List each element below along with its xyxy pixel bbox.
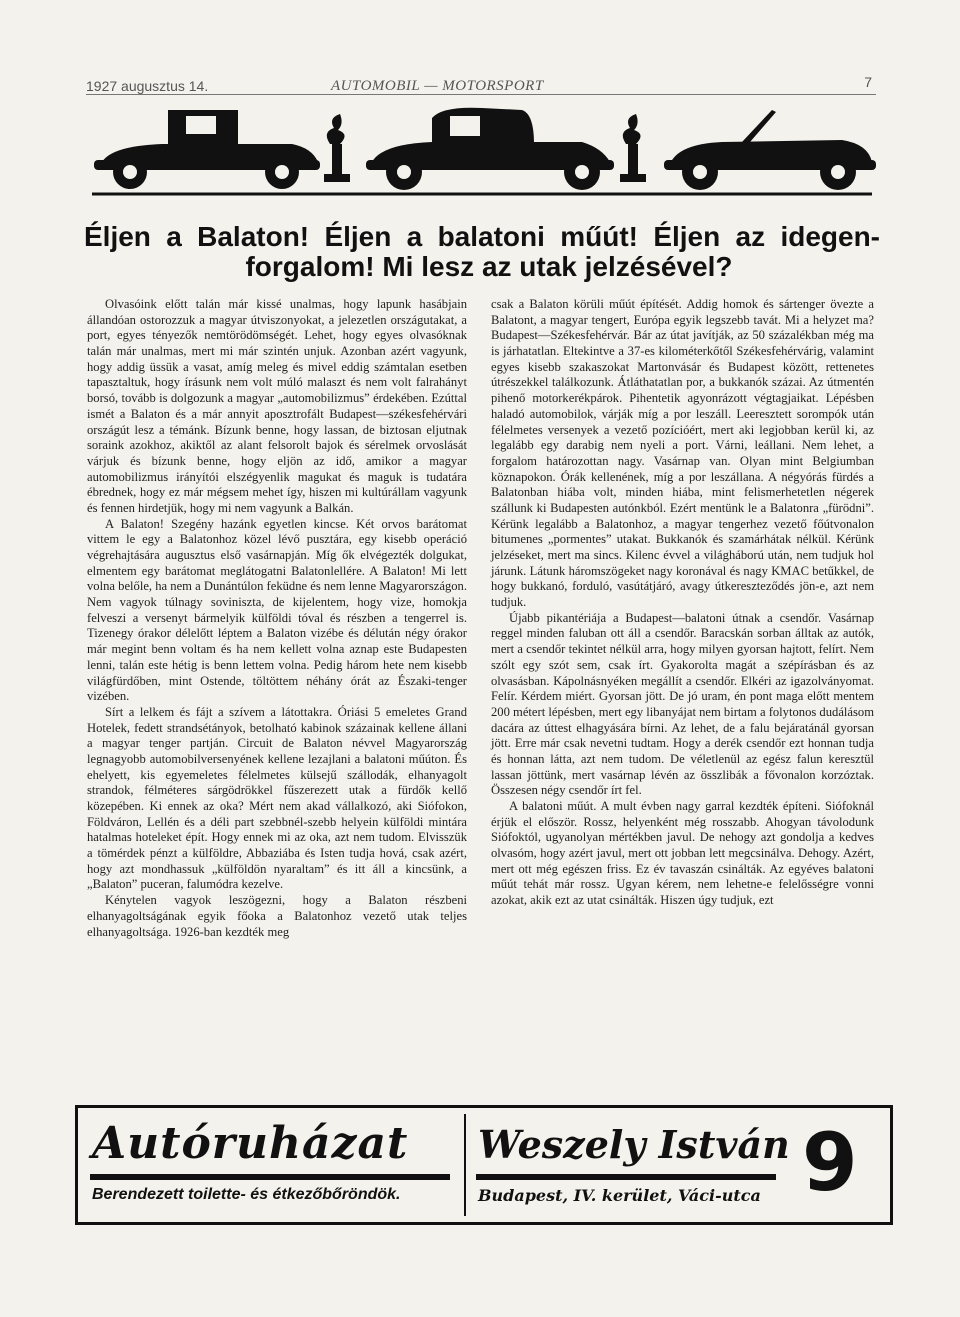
paragraph: A Balaton! Szegény hazánk egyetlen kincse. Két orvos barátomat vittem le egy a Balatonhoz közel lévő pusztára, egy kisebb operáció végrehajtására augusztus első vasárnapján. Míg ők elvégezték dolgukat, elmentem egy barátomat meglátogatni Balatonlellére. A Balaton! Mi lett volna belőle, ha nem a Dunántúlon feküdne és nem lenne Magyarországon. Nem vagyok túlnagy soviniszta, de kijelentem, hogy vize, homokja felveszi a versenyt bármelyik külföldi tóval és részben a tengerrel is. Tizenegy órakor délelőtt léptem a Balaton vizébe és délután négy órakor már megint benn voltam és ha nem kellett volna aznap este Budapesten lenni, talán este hétig is benn lettem volna. Pedig három hete nem kisebb világfürdőben, mint Ostende, töltöttem néhány órát az Északi-tenger vizében. [87,516,467,704]
ad-divider [464,1114,466,1216]
headline-line-1: Éljen a Balaton! Éljen a balatoni műút! Éljen az idegen- [84,221,880,252]
ad-rule-left [90,1174,450,1180]
trophy-1-icon [324,114,350,182]
ad-rule-right [476,1174,776,1180]
ad-brand: Autóruházat [92,1118,409,1169]
page-number: 7 [864,74,872,90]
paragraph: csak a Balaton körüli műút építését. Addig homok és sártenger övezte a Balatont, a magyar tengert, Európa egyik legszebb tavát. Mi a helyzet ma? Budapest—Székesfehérvár. Bár az útat javítják, az 50 százalékban még ma is járhatatlan. Eltekintve a 37-es kilométerkőtől Székesfehérvárig, valamint egyes kisebb szakaszokat Martonvásár és Budapest között, rettenetes útrészekkel találkozunk. Átláthatatlan por, a bukkanók százai. Az útmentén pihenő motorkerékpárok. Pihentetik agyonrázott végtagjaikat. Lépésben haladó automobilok, várják míg a por leszáll. Leeresztett sorompók után félelmetes versenyek a vezető pozícióért, mert aki legjobban kerül ki, az legalább egy darabig nem nyeli a port. Várni, leállani. Nem lehet, a forgalom határozottan nagy. Vasárnap van. Olyan mint Belgiumban köznapokon. Órák kellenének, míg a por leszállana. A négyórás fürdés a Balatonban hiába volt, minden hiába, mint felismerhetetlen négerek szállunk ki Budapesten autónkból. Ezért mentünk le a Balatonra „fürödni”. Kérünk legalább a Balatonhoz, a magyar tengerhez vezető főútvonalon bitumenes „pormentes” utakat. Bukkanók és szamárhátak nélkül. Kérünk jelzéseket, mert ma sincs. Kilenc évvel a világháború után, nem tudjuk hol járunk. Látunk háromszögeket nagy koronával és nagy KMAC betűkkel, de hogy bukkanó, forduló, vasútátjáró, avagy útkereszteződés jön-e, azt nem tudjuk. [491,297,874,610]
trophy-2-icon [620,114,646,182]
headline [84,222,880,282]
ad-merchant-name: Weszely István [478,1122,790,1167]
page-header [86,74,876,96]
car-2-illustration [366,108,614,190]
advertisement [75,1105,893,1225]
header-rule [86,94,876,95]
paragraph: Olvasóink előtt talán már kissé unalmas, hogy lapunk hasábjain állandóan ostorozzuk a magyar útviszonyokat, a jelezetlen országutakat, a port, egyes tényezők nemtörödömségét. Lehet, hogy egyes olvasóknak talán már unalmas, mert mi már szintén unjuk. Azonban azért vagyunk, hogy addig üssük a vasat, amíg meleg és mivel eddig számtalan esetben tapasztaltuk, hogy írásunk nem volt múló malaszt és nem volt falrahányt borsó, tovább is dolgozunk a magyar „automobilizmus” érdekében. Ezúttal ismét a Balaton és a már annyit aposztrofált Budapest—székesfehérvári országút lesz a témánk. Bízunk benne, hogy lassan, de biztosan eljutnak soraink azokhoz, akiktől az alant felsorolt bajok és sérelmek orvoslását várjuk és bízunk benne, hogy eljön az idő, amikor a magyar automobilizmus irányítói elszégyenlik magukat és maguk is tudatára ébrednek, hogy ez már mégsem mehet így, hiszen mi kultúrállam vagyunk és fennen hirdetjük, hogy mi nem vagyunk a Balkán. [87,297,467,515]
paragraph: Sírt a lelkem és fájt a szívem a látottakra. Óriási 5 emeletes Grand Hotelek, fedett strandsétányok, betolható kabinok százainak kellene állani a magyar tenger partján. Circuit de Balaton névvel Magyarország legnagyobb automobilversenyének kellene lezajlani a balatoni műúton. És ehelyett, kis egyemeletes félelmetes külsejű szállodák, elhanyagolt strandok, félméteres sárgödrökkel fűszerezett utak a fürdők kellő közepében. Ki ennek az oka? Mért nem akad vállalkozó, aki Siófokon, Földváron, Lellén és a déli part szebbnél-szebb helyein külföldi mintára hatalmas hoteleket épít. Hogy ennek mi az oka, azt nem tudom. Elvisszük a tömérdek pénzt a külföldre, Abbaziába és Isten tudja hová, csak azért, hogy azt mondhassuk „külföldön nyaraltam” és itt áll a kincsünk, a „Balaton” puceran, falumódra kezelve. [87,704,467,892]
ad-address: Budapest, IV. kerület, Váci-utca [478,1186,761,1205]
paragraph: Újabb pikantériája a Budapest—balatoni útnak a csendőr. Vasárnap reggel minden faluban ott áll a csendőr. Baracskán sorban álltak az autók, mert a csendőr tekintet nélkül arra, hogy milyen gyorsan hajtott, felírt. Nem szólt egy szót sem, csak írt. Gyakorolta magát a szépírásban és az olvasásban. Kápolnásnyéken megállít a csendőr. Elkéri az igazolványomat. Felír. Kérdem miért. Gyorsan jött. De jó uram, én pont maga előtt mentem 200 métert lépésben, mert egy libanyájat nem birtam a folytonos dudálásom dacára az úttest elhagyására bírni. Az lehet, de a falu bejáratánál gyorsan jött. Erre már csak nevetni tudtam. Hogy a derék csendőr ezt honnan tudja és honnan látta, azt nem tudom. De véletlenül az egész falun keresztül lassan jöttünk, mert vasárnap lévén az összlibák a fővonalon korzóztak. Összesen négy csendőr írt fel. [491,610,874,798]
publication-title: AUTOMOBIL — MOTORSPORT [331,78,544,94]
issue-date: 1927 augusztus 14. [86,78,209,94]
article-column-left [87,297,467,940]
paragraph: A balatoni műút. A mult évben nagy garral kezdték építeni. Siófoknál érjük el először. Rossz, helyenként még rosszabb. Ahogyan távolodunk Siófoktól, ugyanolyan mértékben javul. De nehogy azt gondolja a kedves olvasóm, hogy azért javul, mert ott jobban lett megcsinálva. Dehogy. Azért, mert ott még egészen friss. Ez év tavaszán csinálták. Az egyéves balatoni műút tehát már rossz. Ugyan kérem, nem lehetne-e felelősségre vonni azokat, akik ezt az utat csinálták. Hiszen úgy tudjuk, ezt [491,799,874,908]
ad-tagline: Berendezett toilette- és étkezőbőröndök. [92,1186,401,1203]
paragraph: Kénytelen vagyok leszögezni, hogy a Balaton részbeni elhanyagoltságának egyik főoka a Balatonhoz vezető utak teljes elhanyagoltsága. 1926-ban kezdték meg [87,893,467,939]
ad-street-number: 9 [802,1116,858,1209]
cars-illustration [82,104,880,196]
article-column-right [491,297,874,909]
car-3-illustration [664,110,876,190]
car-1-illustration [94,110,320,189]
headline-line-2: forgalom! Mi lesz az utak jelzésével? [245,251,733,282]
